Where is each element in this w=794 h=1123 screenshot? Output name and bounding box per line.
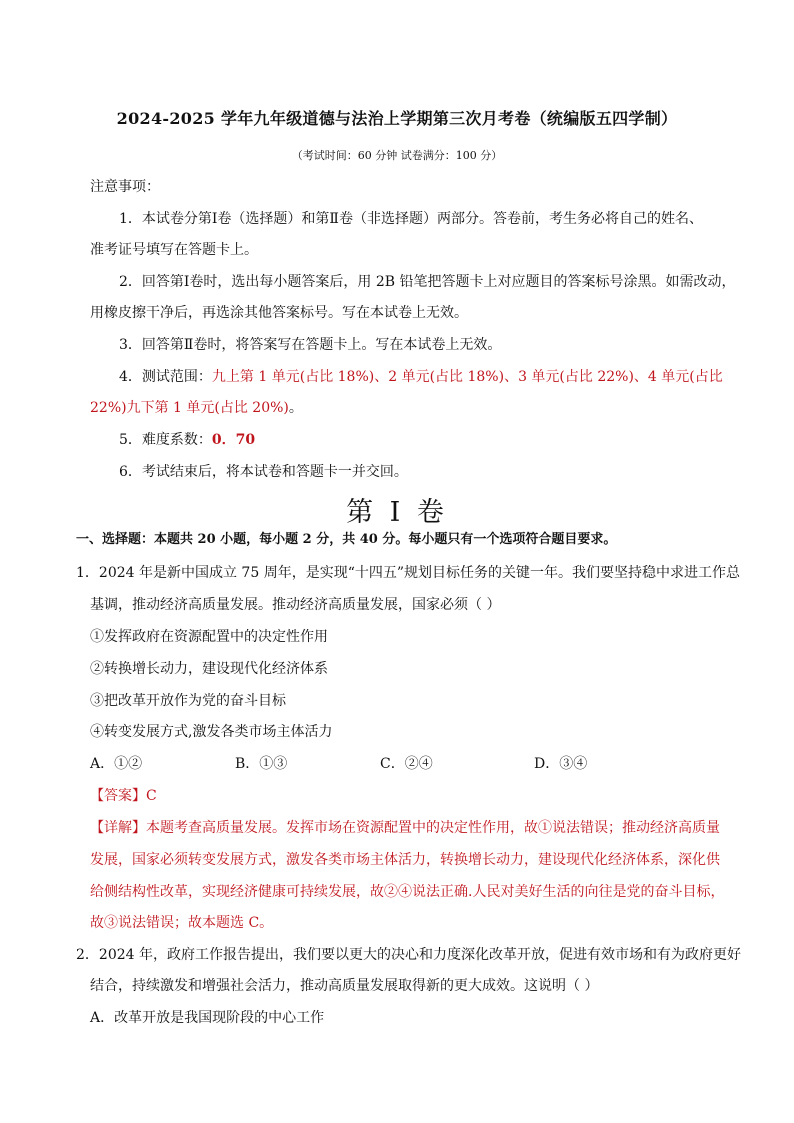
q2-stem-line-1: 2．2024 年，政府工作报告提出，我们要以更大的决心和力度深化改革开放，促进有效市场和有为政府更好 bbox=[76, 947, 741, 963]
q1-choice-d: D．③④ bbox=[534, 756, 588, 772]
q1-choice-b: B．①③ bbox=[235, 756, 288, 772]
difficulty-value: 0．70 bbox=[211, 432, 256, 448]
exam-title: 2024-2025 学年九年级道德与法治上学期第三次月考卷（统编版五四学制） bbox=[116, 109, 678, 128]
notice-item-4-line-1 bbox=[119, 368, 723, 386]
notice-item-4-range-cont: 22%)九下第 1 单元(占比 20%) bbox=[90, 400, 289, 416]
q1-answer: 【答案】C bbox=[90, 788, 157, 804]
notice-item-5 bbox=[119, 431, 255, 449]
section-title: 第 I 卷 bbox=[346, 497, 448, 528]
q1-option-3: ③把改革开放作为党的奋斗目标 bbox=[90, 693, 286, 709]
notice-item-2-line-2: 用橡皮擦干净后，再选涂其他答案标号。写在本试卷上无效。 bbox=[90, 305, 468, 321]
notice-item-4-line-2 bbox=[90, 399, 303, 417]
q1-explain-line-3: 给侧结构性改革，实现经济健康可持续发展，故②④说法正确.人民对美好生活的向往是党的奋斗目标， bbox=[90, 884, 725, 900]
notice-item-4-end: 。 bbox=[288, 400, 303, 416]
q1-option-1: ①发挥政府在资源配置中的决定性作用 bbox=[90, 629, 328, 645]
q2-choice-a: A．改革开放是我国现阶段的中心工作 bbox=[90, 1010, 325, 1026]
notice-item-5-prefix: 5．难度系数： bbox=[119, 432, 212, 448]
notice-item-1-line-1: 1．本试卷分第Ⅰ卷（选择题）和第Ⅱ卷（非选择题）两部分。答卷前，考生务必将自己的姓名、 bbox=[119, 211, 703, 227]
section-instructions: 一、选择题：本题共 20 小题，每小题 2 分，共 40 分。每小题只有一个选项符合题目要求。 bbox=[76, 532, 617, 547]
notice-item-1-line-2: 准考证号填写在答题卡上。 bbox=[90, 242, 258, 258]
q1-explain-line-4: 故③说法错误；故本题选 C。 bbox=[90, 915, 274, 931]
q1-explain-line-1: 【详解】本题考查高质量发展。发挥市场在资源配置中的决定性作用，故①说法错误；推动经济高质量 bbox=[90, 820, 720, 836]
q1-explain-line-2: 发展，国家必须转变发展方式，激发各类市场主体活力，转换增长动力，建设现代化经济体系，深化供 bbox=[90, 852, 720, 868]
exam-subtitle: （考试时间：60 分钟 试卷满分：100 分） bbox=[291, 149, 503, 162]
q1-choice-a: A．①② bbox=[90, 756, 143, 772]
notice-item-6: 6．考试结束后，将本试卷和答题卡一并交回。 bbox=[119, 464, 408, 480]
q1-option-4: ④转变发展方式,激发各类市场主体活力 bbox=[90, 724, 333, 740]
q1-stem-line-2: 基调，推动经济高质量发展。推动经济高质量发展，国家必须（ ） bbox=[90, 597, 501, 613]
notice-item-4-range: 九上第 1 单元(占比 18%)、2 单元(占比 18%)、3 单元(占比 22%)、4 单元(占比 bbox=[211, 369, 723, 385]
notice-heading: 注意事项： bbox=[90, 179, 160, 195]
notice-item-2-line-1: 2．回答第Ⅰ卷时，选出每小题答案后，用 2B 铅笔把答题卡上对应题目的答案标号涂黑。如需改动， bbox=[119, 274, 736, 290]
notice-item-4-prefix: 4．测试范围： bbox=[119, 369, 212, 385]
q1-choice-c: C．②④ bbox=[380, 756, 433, 772]
q2-stem-line-2: 结合，持续激发和增强社会活力，推动高质量发展取得新的更大成效。这说明（ ） bbox=[90, 978, 599, 994]
q1-stem-line-1: 1．2024 年是新中国成立 75 周年，是实现“十四五”规划目标任务的关键一年。我们要坚持稳中求进工作总 bbox=[76, 565, 741, 581]
q1-option-2: ②转换增长动力，建设现代化经济体系 bbox=[90, 661, 328, 677]
notice-item-3: 3．回答第Ⅱ卷时，将答案写在答题卡上。写在本试卷上无效。 bbox=[119, 337, 502, 353]
